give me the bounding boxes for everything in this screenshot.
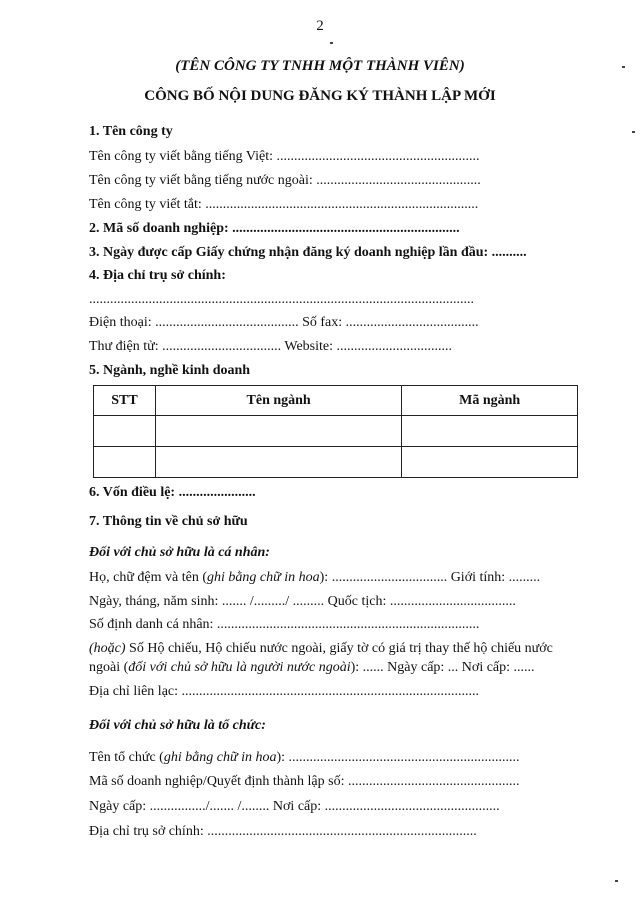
org-issue-line: Ngày cấp: ................/....... /........ Nơi cấp: ..................................................: [89, 799, 500, 814]
speck: [632, 131, 635, 133]
section-2-heading: 2. Mã số doanh nghiệp: .................................................................: [89, 221, 460, 236]
col-header-industry-code: Mã ngành: [402, 386, 578, 416]
table-cell: [402, 416, 578, 447]
organization-owner-subheading: Đối với chủ sở hữu là tổ chức:: [89, 718, 266, 733]
table-cell: [402, 447, 578, 478]
org-name-suffix: ): ..................................................................: [276, 750, 520, 765]
individual-owner-subheading: Đối với chủ sở hữu là cá nhân:: [89, 545, 270, 560]
section-4-heading: 4. Địa chỉ trụ sở chính:: [89, 268, 226, 283]
section-3-heading: 3. Ngày được cấp Giấy chứng nhận đăng ký doanh nghiệp lần đầu: ..........: [89, 245, 527, 260]
org-name-italic: ghi bằng chữ in hoa: [163, 750, 277, 765]
foreign-name-line: Tên công ty viết bằng tiếng nước ngoài: ...............................................: [89, 173, 481, 188]
speck: [330, 42, 333, 44]
section-1-heading: 1. Tên công ty: [89, 124, 173, 139]
section-5-heading: 5. Ngành, nghề kinh doanh: [89, 363, 251, 378]
section-6-heading: 6. Vốn điều lệ: ......................: [89, 485, 256, 500]
vn-name-line: Tên công ty viết bằng tiếng Việt: ..........................................................: [89, 149, 480, 164]
section-7-heading: 7. Thông tin về chủ sở hữu: [89, 514, 248, 529]
company-name-placeholder: (TÊN CÔNG TY TNHH MỘT THÀNH VIÊN): [175, 58, 465, 74]
address-line: ..............................................................................................................: [89, 292, 474, 307]
table-cell: [94, 416, 156, 447]
org-name-prefix: Tên tổ chức (: [89, 750, 164, 765]
passport-or: (hoặc): [89, 641, 126, 656]
passport-line-2: [89, 660, 535, 676]
table-cell: [155, 447, 401, 478]
table-header-row: [94, 386, 578, 416]
owner-name-italic: ghi bằng chữ in hoa: [207, 570, 320, 585]
short-name-line: Tên công ty viết tắt: ..............................................................................: [89, 197, 479, 212]
col-header-industry-name: Tên ngành: [155, 386, 401, 416]
contact-address-line: Địa chỉ liên lạc: .....................................................................................: [89, 684, 480, 699]
phone-fax-line: Điện thoại: ......................................... Số fax: ......................................: [89, 315, 479, 330]
passport-line-1: [89, 641, 553, 657]
personal-id-line: Số định danh cá nhân: ...........................................................................: [89, 617, 480, 632]
owner-name-suffix: ): ................................. Giới tính: .........: [319, 570, 541, 585]
owner-name-line: [89, 570, 540, 586]
passport-text: Số Hộ chiếu, Hộ chiếu nước ngoài, giấy tờ có giá trị thay thế hộ chiếu nước: [125, 641, 553, 656]
document-title: CÔNG BỐ NỘI DUNG ĐĂNG KÝ THÀNH LẬP MỚI: [144, 88, 496, 104]
table-row: [94, 447, 578, 478]
table-cell: [155, 416, 401, 447]
org-hq-address-line: Địa chỉ trụ sở chính: .............................................................................: [89, 824, 477, 839]
table-cell: [94, 447, 156, 478]
owner-name-prefix: Họ, chữ đệm và tên (: [89, 570, 207, 585]
dob-nationality-line: Ngày, tháng, năm sinh: ....... /........./ ......... Quốc tịch: ....................................: [89, 594, 516, 609]
speck: [615, 880, 618, 882]
table-row: [94, 416, 578, 447]
col-header-stt: STT: [94, 386, 156, 416]
industry-table: [93, 385, 578, 478]
passport-line2-suffix: ): ...... Ngày cấp: ... Nơi cấp: ......: [350, 660, 535, 675]
passport-line2-italic: đối với chủ sở hữu là người nước ngoài: [128, 660, 351, 675]
org-reg-number-line: Mã số doanh nghiệp/Quyết định thành lập số: .................................................: [89, 774, 520, 789]
passport-line2-prefix: ngoài (: [89, 660, 129, 675]
page-number: 2: [316, 18, 324, 34]
org-name-line: [89, 750, 520, 766]
email-website-line: Thư điện tử: .................................. Website: .................................: [89, 339, 452, 354]
